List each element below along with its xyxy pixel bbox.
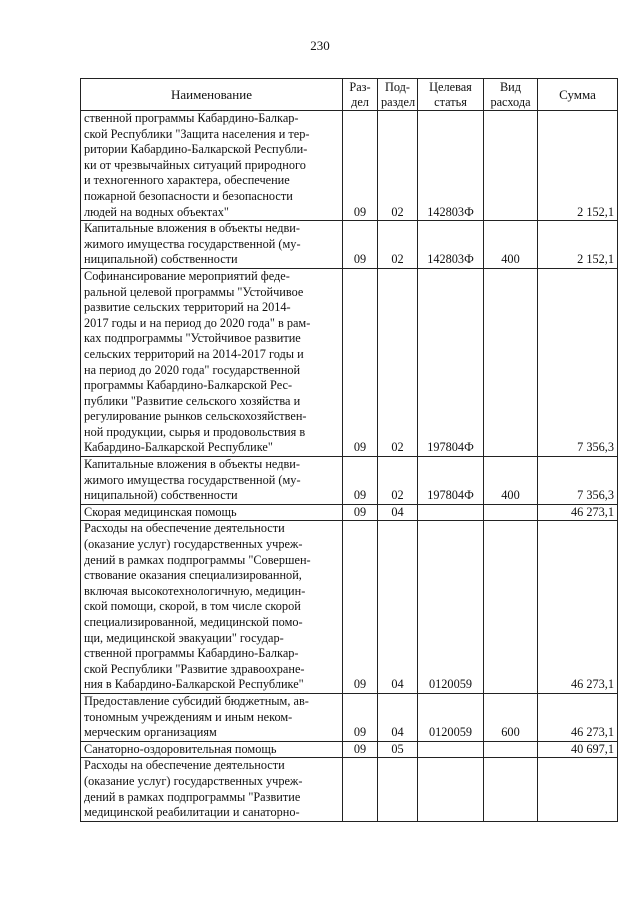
row-name-line: Капитальные вложения в объекты недви- <box>84 457 300 472</box>
row-name-line: ниципальной) собственности <box>84 252 238 267</box>
row-name <box>81 504 343 521</box>
row-name <box>81 693 343 741</box>
row-section: 09 <box>343 221 378 269</box>
row-name <box>81 758 343 821</box>
row-name-line: ной продукции, сырья и продовольствия в <box>84 424 306 439</box>
row-expense-type <box>484 268 538 456</box>
row-target: 0120059 <box>418 521 484 694</box>
row-expense-type <box>484 741 538 758</box>
budget-table <box>80 78 618 822</box>
row-name-line: ственной программы Кабардино-Балкар- <box>84 111 299 125</box>
row-name-line: ки от чрезвычайных ситуаций природного <box>84 157 306 172</box>
header-name: Наименование <box>81 79 343 111</box>
row-amount: 46 273,1 <box>538 521 618 694</box>
row-name-line: людей на водных объектах" <box>84 204 229 219</box>
row-name-line: регулирование рынков сельскохозяйствен- <box>84 409 307 424</box>
row-section: 09 <box>343 741 378 758</box>
budget-table-body <box>81 111 618 822</box>
row-name-line: мерческим организациям <box>84 725 217 740</box>
header-row <box>81 79 618 111</box>
row-name-line: медицинской реабилитации и санаторно- <box>84 805 300 820</box>
row-subsection: 04 <box>378 693 418 741</box>
row-expense-type <box>484 111 538 221</box>
table-row <box>81 504 618 521</box>
row-name-line: дений в рамках подпрограммы "Совершен- <box>84 552 311 567</box>
row-name-line: жимого имущества государственной (му- <box>84 236 301 251</box>
row-subsection: 04 <box>378 504 418 521</box>
row-name <box>81 457 343 505</box>
row-name <box>81 741 343 758</box>
row-expense-type: 600 <box>484 693 538 741</box>
row-name-line: ритории Кабардино-Балкарской Республи- <box>84 142 308 157</box>
row-subsection: 02 <box>378 457 418 505</box>
row-expense-type: 400 <box>484 221 538 269</box>
row-name-line: ской помощи, скорой, в том числе скорой <box>84 599 301 614</box>
row-subsection: 02 <box>378 221 418 269</box>
table-row <box>81 457 618 505</box>
row-name-line: публики "Развитие сельского хозяйства и <box>84 393 301 408</box>
row-name-line: включая высокотехнологичную, медицин- <box>84 583 306 598</box>
row-amount <box>538 758 618 821</box>
table-row <box>81 758 618 821</box>
row-target <box>418 741 484 758</box>
row-amount: 46 273,1 <box>538 693 618 741</box>
row-amount: 46 273,1 <box>538 504 618 521</box>
header-amount: Сумма <box>538 79 618 111</box>
table-row <box>81 111 618 221</box>
table-row <box>81 741 618 758</box>
row-subsection: 02 <box>378 111 418 221</box>
row-amount: 2 152,1 <box>538 111 618 221</box>
row-name-line: жимого имущества государственной (му- <box>84 472 301 487</box>
row-amount: 2 152,1 <box>538 221 618 269</box>
row-target: 197804Ф <box>418 457 484 505</box>
header-expense-type: Вид расхода <box>484 79 538 111</box>
header-subsection: Под- раздел <box>378 79 418 111</box>
row-amount: 40 697,1 <box>538 741 618 758</box>
row-name-line: Кабардино-Балкарской Республике" <box>84 440 273 455</box>
row-name-line: сельских территорий на 2014-2017 годы и <box>84 346 304 361</box>
row-amount: 7 356,3 <box>538 268 618 456</box>
row-name-line: Расходы на обеспечение деятельности <box>84 521 285 536</box>
header-section: Раз- дел <box>343 79 378 111</box>
row-section: 09 <box>343 693 378 741</box>
row-name <box>81 221 343 269</box>
row-name-line: пожарной безопасности и безопасности <box>84 188 293 203</box>
row-name-line: Расходы на обеспечение деятельности <box>84 758 285 773</box>
row-section: 09 <box>343 457 378 505</box>
row-name-line: Капитальные вложения в объекты недви- <box>84 221 300 236</box>
row-name-line: ках подпрограммы "Устойчивое развитие <box>84 331 301 346</box>
row-section <box>343 758 378 821</box>
row-subsection: 05 <box>378 741 418 758</box>
row-name <box>81 111 343 221</box>
row-name-line: тономным учреждениям и иным неком- <box>84 709 293 724</box>
row-name-line: дений в рамках подпрограммы "Развитие <box>84 789 301 804</box>
header-target: Целевая статья <box>418 79 484 111</box>
row-target: 197804Ф <box>418 268 484 456</box>
row-expense-type: 400 <box>484 457 538 505</box>
row-target: 0120059 <box>418 693 484 741</box>
row-section: 09 <box>343 521 378 694</box>
row-target <box>418 504 484 521</box>
row-name-line: Скорая медицинская помощь <box>84 504 237 519</box>
page-number: 230 <box>310 38 330 53</box>
row-section: 09 <box>343 111 378 221</box>
row-name-line: Предоставление субсидий бюджетным, ав- <box>84 693 309 708</box>
table-row <box>81 268 618 456</box>
row-name-line: ральной целевой программы "Устойчивое <box>84 284 304 299</box>
row-target: 142803Ф <box>418 221 484 269</box>
row-name-line: ской Республики "Защита населения и тер- <box>84 126 310 141</box>
row-name-line: на период до 2020 года" государственной <box>84 362 301 377</box>
row-subsection: 02 <box>378 268 418 456</box>
row-name-line: 2017 годы и на период до 2020 года" в рам- <box>84 315 311 330</box>
row-name-line: (оказание услуг) государственных учреж- <box>84 537 303 552</box>
row-expense-type <box>484 504 538 521</box>
table-row <box>81 221 618 269</box>
row-name-line: Софинансирование мероприятий феде- <box>84 268 290 283</box>
row-section: 09 <box>343 268 378 456</box>
row-name <box>81 268 343 456</box>
row-name-line: ния в Кабардино-Балкарской Республике" <box>84 677 304 692</box>
row-name-line: ниципальной) собственности <box>84 488 238 503</box>
row-section: 09 <box>343 504 378 521</box>
row-name-line: развитие сельских территорий на 2014- <box>84 300 291 315</box>
row-name-line: (оказание услуг) государственных учреж- <box>84 773 303 788</box>
table-row <box>81 693 618 741</box>
row-subsection <box>378 758 418 821</box>
row-name <box>81 521 343 694</box>
row-name-line: ственной программы Кабардино-Балкар- <box>84 646 299 661</box>
row-amount: 7 356,3 <box>538 457 618 505</box>
row-name-line: щи, медицинской эвакуации" государ- <box>84 630 284 645</box>
row-subsection: 04 <box>378 521 418 694</box>
row-name-line: программы Кабардино-Балкарской Рес- <box>84 378 293 393</box>
row-expense-type <box>484 758 538 821</box>
row-name-line: и техногенного характера, обеспечение <box>84 173 290 188</box>
row-name-line: специализированной, медицинской помо- <box>84 615 303 629</box>
table-row <box>81 521 618 694</box>
row-name-line: ствование оказания специализированной, <box>84 568 302 583</box>
row-name-line: ской Республики "Развитие здравоохране- <box>84 661 305 676</box>
row-target: 142803Ф <box>418 111 484 221</box>
row-target <box>418 758 484 821</box>
row-expense-type <box>484 521 538 694</box>
row-name-line: Санаторно-оздоровительная помощь <box>84 741 277 756</box>
